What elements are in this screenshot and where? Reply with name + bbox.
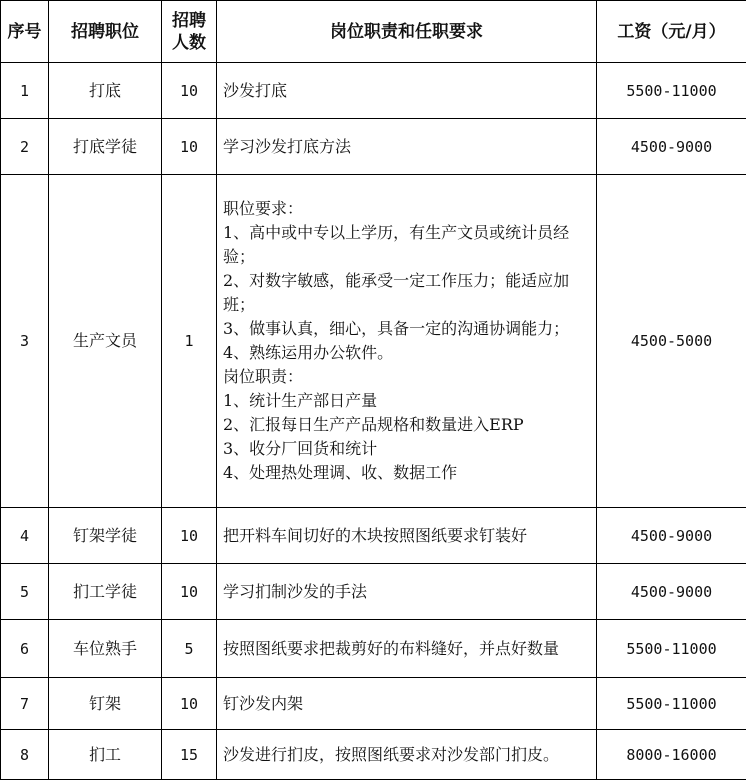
row-duties: 沙发打底 bbox=[217, 63, 597, 119]
table-row bbox=[1, 678, 746, 730]
table-row bbox=[1, 63, 746, 119]
row-position: 钉架学徒 bbox=[49, 508, 162, 564]
row-index: 6 bbox=[1, 620, 49, 678]
row-count: 10 bbox=[162, 63, 217, 119]
row-index: 3 bbox=[1, 175, 49, 508]
row-index: 4 bbox=[1, 508, 49, 564]
table-row bbox=[1, 119, 746, 175]
row-salary: 5500-11000 bbox=[597, 63, 746, 119]
row-position: 打底学徒 bbox=[49, 119, 162, 175]
row-index: 8 bbox=[1, 730, 49, 780]
row-duties: 职位要求： 1、高中或中专以上学历，有生产文员或统计员经验； 2、对数字敏感，能承受一定工作压力；能适应加班； 3、做事认真，细心，具备一定的沟通协调能力； 4、熟练运用办公软件。 岗位职责： 1、统计生产部日产量 2、汇报每日生产产品规格和数量进入ERP 3、收分厂回货和统计 4、处理热处理调、收、数据工作 bbox=[217, 175, 597, 508]
row-salary: 8000-16000 bbox=[597, 730, 746, 780]
row-salary: 4500-9000 bbox=[597, 564, 746, 620]
header-position: 招聘职位 bbox=[49, 1, 162, 63]
row-duties: 按照图纸要求把裁剪好的布料缝好，并点好数量 bbox=[217, 620, 597, 678]
row-count: 1 bbox=[162, 175, 217, 508]
row-position: 扪工学徒 bbox=[49, 564, 162, 620]
row-salary: 4500-9000 bbox=[597, 119, 746, 175]
table-row bbox=[1, 175, 746, 508]
row-count: 10 bbox=[162, 564, 217, 620]
row-count: 15 bbox=[162, 730, 217, 780]
row-salary: 4500-5000 bbox=[597, 175, 746, 508]
row-position: 生产文员 bbox=[49, 175, 162, 508]
header-row bbox=[1, 1, 746, 63]
row-position: 扪工 bbox=[49, 730, 162, 780]
row-count: 10 bbox=[162, 678, 217, 730]
row-index: 5 bbox=[1, 564, 49, 620]
row-position: 钉架 bbox=[49, 678, 162, 730]
row-salary: 4500-9000 bbox=[597, 508, 746, 564]
row-count: 10 bbox=[162, 508, 217, 564]
header-index: 序号 bbox=[1, 1, 49, 63]
table-row bbox=[1, 730, 746, 780]
row-index: 7 bbox=[1, 678, 49, 730]
row-count: 5 bbox=[162, 620, 217, 678]
row-duties: 学习沙发打底方法 bbox=[217, 119, 597, 175]
row-position: 打底 bbox=[49, 63, 162, 119]
header-duties: 岗位职责和任职要求 bbox=[217, 1, 597, 63]
table-row bbox=[1, 508, 746, 564]
row-duties: 沙发进行扪皮，按照图纸要求对沙发部门扪皮。 bbox=[217, 730, 597, 780]
row-count: 10 bbox=[162, 119, 217, 175]
table-row bbox=[1, 620, 746, 678]
row-duties: 学习扪制沙发的手法 bbox=[217, 564, 597, 620]
header-salary: 工资（元/月） bbox=[597, 1, 746, 63]
row-index: 1 bbox=[1, 63, 49, 119]
row-salary: 5500-11000 bbox=[597, 678, 746, 730]
header-count: 招聘人数 bbox=[162, 1, 217, 63]
row-index: 2 bbox=[1, 119, 49, 175]
row-position: 车位熟手 bbox=[49, 620, 162, 678]
row-duties: 把开料车间切好的木块按照图纸要求钉装好 bbox=[217, 508, 597, 564]
table-row bbox=[1, 564, 746, 620]
row-salary: 5500-11000 bbox=[597, 620, 746, 678]
row-duties: 钉沙发内架 bbox=[217, 678, 597, 730]
